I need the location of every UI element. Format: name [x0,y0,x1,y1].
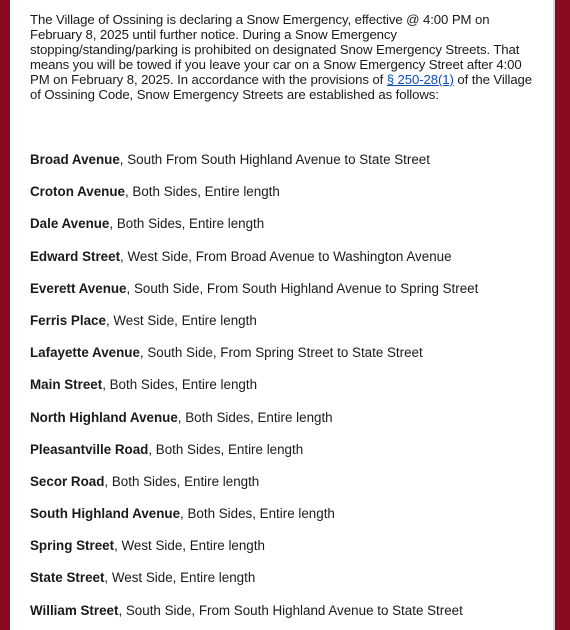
page-frame-left [0,0,10,630]
street-item [30,410,540,442]
street-detail: , Both Sides, Entire length [109,216,265,232]
street-detail: , West Side, From Broad Avenue to Washington Avenue [120,248,452,264]
street-detail: , West Side, Entire length [105,312,257,328]
street-detail: , South Side, From South Highland Avenue to Spring Street [126,280,479,296]
street-name: South Highland Avenue [30,506,181,522]
street-item [30,538,540,570]
street-item [30,345,540,377]
street-name: Main Street [30,377,103,393]
street-detail: , Both Sides, Entire length [180,506,335,522]
street-name: Everett Avenue [30,280,127,296]
street-name: Secor Road [30,473,105,489]
street-detail: , West Side, Entire length [114,538,265,554]
street-detail: , Both Sides, Entire length [102,377,258,393]
street-name: Dale Avenue [30,216,110,232]
street-item [30,281,540,313]
street-name: Broad Avenue [30,152,120,167]
street-item [30,377,540,409]
street-name: State Street [30,570,105,586]
street-name: Pleasantville Road [30,441,149,457]
street-name: Lafayette Avenue [30,345,140,361]
street-name: North Highland Avenue [30,409,178,425]
code-section-link[interactable]: § 250-28(1) [386,72,454,87]
street-item [30,570,540,602]
street-name: Croton Avenue [30,184,125,200]
street-detail: , South Side, From Spring Street to State Street [139,345,423,361]
street-item [30,442,540,474]
intro-text-before-link: The Village of Ossining is declaring a Snow Emergency, effective @ 4:00 PM on February 8, 2025 until further notice. During a Snow Emergency stopping/standing/parking is prohibited on designated Snow Emergency Streets. That means you will be towed if you leave your car on a Snow Emergency Street after 4:00 PM on February 8, 2025. In accordance with the provisions of [30,12,522,87]
street-item [30,603,540,630]
snow-emergency-street-list [30,152,540,630]
page-frame-right [555,0,570,630]
street-name: Ferris Place [30,312,106,328]
street-detail: , South Side, From South Highland Avenue to State Street [118,602,463,618]
street-detail: , Both Sides, Entire length [104,473,260,489]
street-item [30,474,540,506]
street-item [30,506,540,538]
notice-intro [30,12,540,102]
street-item [30,313,540,345]
street-detail: , West Side, Entire length [104,570,256,586]
street-name: Spring Street [30,538,115,554]
street-item [30,249,540,281]
street-item [30,216,540,248]
intro-text-after-link: of the Village of Ossining Code, Snow Emergency Streets are established as follows: [30,72,533,102]
street-name: Edward Street [30,248,121,264]
street-detail: , South From South Highland Avenue to State Street [119,152,430,167]
street-item [30,152,540,184]
street-detail: , Both Sides, Entire length [124,184,280,200]
notice-content [30,12,540,618]
street-item [30,184,540,216]
street-detail: , Both Sides, Entire length [148,441,304,457]
street-detail: , Both Sides, Entire length [177,409,333,425]
street-name: William Street [30,602,119,618]
